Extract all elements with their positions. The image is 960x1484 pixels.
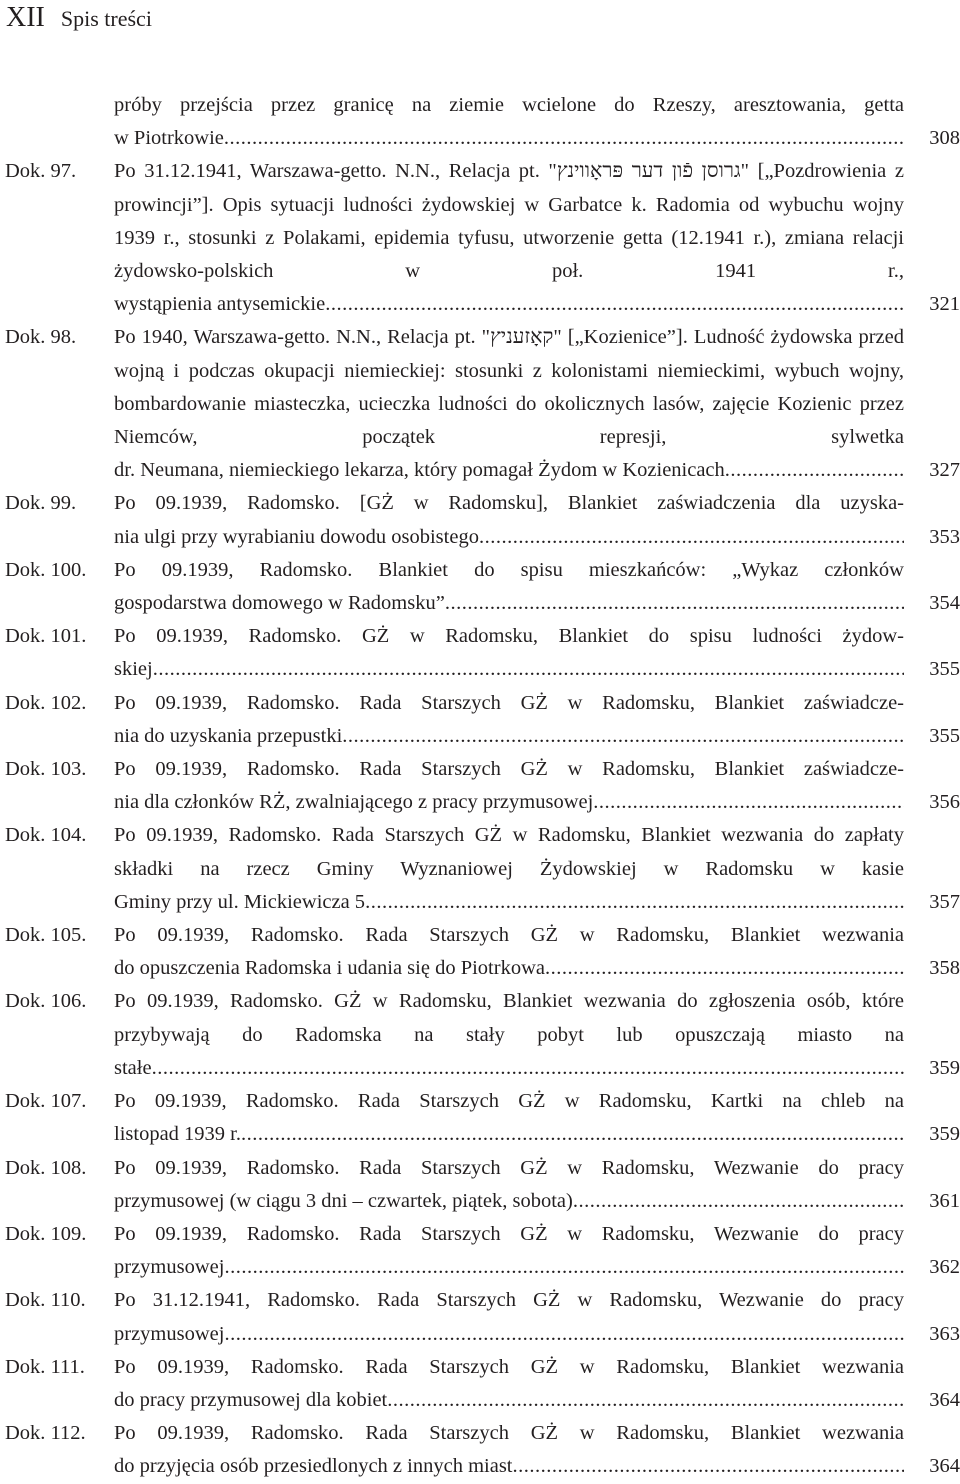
entry-description [114,1417,904,1483]
running-title: Spis treści [60,6,152,31]
entry-description [114,687,904,753]
page-folio: XII [6,2,45,33]
entry-text: Po 1940, Warszawa-getto. N.N., Relacja pt. "קאָזעניץ" [„Kozienice”]. Ludność żydowska przed wojną i podczas okupacji niemieckiej: stosunki z kolonistami niemieckimi, wybuch wojny, bombardowanie miasteczka, ucieczka ludności do okolicznych lasów, zajęcie Kozienic przez Niemców, początek represji, sylwetka [114,326,904,449]
entry-text: Po 09.1939, Radomsko. Blankiet do spisu mieszkańców: „Wykaz członków [114,558,904,581]
dot-leader [573,1185,904,1218]
entry-text: Po 31.12.1941, Radomsko. Rada Starszych GŻ w Radomsku, Wezwanie do pracy [114,1289,904,1312]
toc-entry[interactable] [0,89,960,155]
entry-text: Po 09.1939, Radomsko. GŻ w Radomsku, Blankiet do spisu ludności żydow- [114,625,904,648]
document-number: Dok. 108. [5,1156,87,1179]
entry-description [114,1218,904,1284]
entry-last-line [114,454,904,487]
entry-description [114,620,904,686]
page-number[interactable]: 356 [929,791,960,814]
page-number[interactable]: 354 [929,592,960,615]
entry-text: listopad 1939 r. [114,1123,241,1146]
document-number: Dok. 106. [5,990,87,1013]
dot-leader [342,720,904,753]
entry-text: przymusowej [114,1256,225,1279]
entry-text: Po 09.1939, Radomsko. Rada Starszych GŻ w Radomsku, Wezwanie do pracy [114,1222,904,1245]
toc-entry[interactable] [0,1284,960,1350]
page-number[interactable]: 358 [929,957,960,980]
dot-leader [479,521,904,554]
entry-last-line [114,1251,904,1284]
dot-leader [365,886,904,919]
toc-entry[interactable] [0,155,960,321]
entry-text: Gminy przy ul. Mickiewicza 5 [114,890,366,913]
page-header [6,2,152,36]
dot-leader [545,952,904,985]
entry-last-line [114,587,904,620]
toc-entry[interactable] [0,321,960,487]
document-number: Dok. 100. [5,558,87,581]
page-number[interactable]: 362 [929,1256,960,1279]
entry-text: Po 09.1939, Radomsko. Rada Starszych GŻ w Radomsku, Blankiet wezwania [114,1422,904,1445]
toc-entry[interactable] [0,985,960,1085]
page-number[interactable]: 359 [929,1056,960,1079]
dot-leader [725,454,904,487]
entry-description [114,321,904,487]
entry-last-line [114,122,904,155]
entry-description [114,1085,904,1151]
entry-last-line [114,886,904,919]
page-number[interactable]: 361 [929,1189,960,1212]
entry-description [114,487,904,553]
entry-text: Po 09.1939, Radomsko. Rada Starszych GŻ w Radomsku, Kartki na chleb na [114,1090,904,1113]
entry-text: Po 31.12.1941, Warszawa-getto. N.N., Relacja pt. "גרוסן פֿון דער פּראָווינץ" [„Pozdrowienia z prowincji”]. Opis sytuacji ludności żydowskiej w Garbatce k. Radomia od wybuchu wojny 1939 r., stosunki z Polakami, epidemia tyfusu, utworzenie getta (12.1941 r.), zmiana relacji żydowsko-polskich w poł. 1941 r., [114,160,904,283]
document-number: Dok. 111. [5,1355,85,1378]
entry-last-line [114,786,904,819]
dot-leader [513,1450,905,1483]
dot-leader [593,786,904,819]
toc-entry[interactable] [0,554,960,620]
entry-last-line [114,653,904,686]
entry-text: nia dla członków RŻ, zwalniającego z pracy przymusowej [114,791,594,814]
page-number[interactable]: 321 [929,293,960,316]
entry-description [114,1351,904,1417]
page-number[interactable]: 355 [929,724,960,747]
entry-last-line [114,1450,904,1483]
document-number: Dok. 102. [5,691,87,714]
dot-leader [224,1251,904,1284]
toc-entry[interactable] [0,1417,960,1483]
dot-leader [241,1118,904,1151]
entry-text: stałe [114,1056,152,1079]
entry-text: do pracy przymusowej dla kobiet [114,1388,388,1411]
dot-leader [224,122,904,155]
entry-last-line [114,720,904,753]
toc-entry[interactable] [0,1351,960,1417]
toc-entry[interactable] [0,819,960,919]
entry-text: skiej [114,658,153,681]
page-number[interactable]: 308 [929,127,960,150]
document-number: Dok. 103. [5,758,87,781]
entry-text: Po 09.1939, Radomsko. Rada Starszych GŻ w Radomsku, Wezwanie do pracy [114,1156,904,1179]
entry-text: przymusowej [114,1322,225,1345]
page-number[interactable]: 353 [929,525,960,548]
entry-text: do przyjęcia osób przesiedlonych z innych miast [114,1455,513,1478]
toc-entry[interactable] [0,620,960,686]
entry-text: Po 09.1939, Radomsko. Rada Starszych GŻ w Radomsku, Blankiet zaświadcze- [114,691,904,714]
document-number: Dok. 107. [5,1090,87,1113]
entry-description [114,1284,904,1350]
entry-last-line [114,1384,904,1417]
toc-entry[interactable] [0,1152,960,1218]
entry-description [114,919,904,985]
document-number: Dok. 109. [5,1222,87,1245]
entry-description [114,155,904,321]
entry-last-line [114,1052,904,1085]
entry-text: nia do uzyskania przepustki [114,724,343,747]
entry-text: Po 09.1939, Radomsko. Rada Starszych GŻ w Radomsku, Blankiet wezwania [114,924,904,947]
entry-description [114,819,904,919]
page-number[interactable]: 363 [929,1322,960,1345]
entry-text: próby przejścia przez granicę na ziemie wcielone do Rzeszy, aresztowania, getta [114,94,904,116]
document-number: Dok. 101. [5,625,87,648]
toc-entry[interactable] [0,487,960,553]
entry-text: do opuszczenia Radomska i udania się do Piotrkowa [114,957,545,980]
entry-text: w Piotrkowie [114,127,224,150]
entry-text: Po 09.1939, Radomsko. GŻ w Radomsku, Blankiet wezwania do zgłoszenia osób, które przybywają do Radomska na stały pobyt lub opuszczają miasto na [114,990,904,1046]
entry-description [114,1152,904,1218]
entry-last-line [114,952,904,985]
entry-text: Po 09.1939, Radomsko. Rada Starszych GŻ w Radomsku, Blankiet zaświadcze- [114,758,904,781]
page-number[interactable]: 327 [929,459,960,482]
document-number: Dok. 105. [5,924,87,947]
dot-leader [152,1052,904,1085]
toc-entry[interactable] [0,919,960,985]
entry-text: Po 09.1939, Radomsko. Rada Starszych GŻ w Radomsku, Blankiet wezwania do zapłaty składki na rzecz Gminy Wyznaniowej Żydowskiej w Radomsku w kasie [114,824,904,880]
document-number: Dok. 97. [5,160,77,183]
document-number: Dok. 104. [5,824,87,847]
page-number[interactable]: 359 [929,1123,960,1146]
toc-entry[interactable] [0,687,960,753]
entry-description [114,89,904,155]
entry-text: nia ulgi przy wyrabianiu dowodu osobistego [114,525,479,548]
entry-last-line [114,521,904,554]
dot-leader [325,288,904,321]
entry-text: dr. Neumana, niemieckiego lekarza, który pomagał Żydom w Kozienicach [114,459,725,482]
page-number[interactable]: 364 [929,1455,960,1478]
toc-entry[interactable] [0,753,960,819]
entry-text: przymusowej (w ciągu 3 dni – czwartek, piątek, sobota) [114,1189,573,1212]
entry-last-line [114,288,904,321]
document-number: Dok. 110. [5,1289,86,1312]
document-number: Dok. 99. [5,492,77,515]
dot-leader [387,1384,904,1417]
document-number: Dok. 112. [5,1422,86,1445]
toc-entry[interactable] [0,1218,960,1284]
entry-last-line [114,1118,904,1151]
entry-text: Po 09.1939, Radomsko. Rada Starszych GŻ w Radomsku, Blankiet wezwania [114,1355,904,1378]
entry-last-line [114,1185,904,1218]
dot-leader [445,587,904,620]
document-number: Dok. 98. [5,326,77,349]
entry-description [114,753,904,819]
dot-leader [153,653,904,686]
entry-text: gospodarstwa domowego w Radomsku” [114,592,445,615]
page-number[interactable]: 364 [929,1388,960,1411]
entry-last-line [114,1318,904,1351]
dot-leader [224,1318,904,1351]
entry-description [114,985,904,1085]
toc-entry[interactable] [0,1085,960,1151]
entry-text: wystąpienia antysemickie [114,293,326,316]
entry-description [114,554,904,620]
table-of-contents [0,89,960,1484]
entry-text: Po 09.1939, Radomsko. [GŻ w Radomsku], Blankiet zaświadczenia dla uzyska- [114,492,904,515]
page-number[interactable]: 355 [929,658,960,681]
page-number[interactable]: 357 [929,890,960,913]
